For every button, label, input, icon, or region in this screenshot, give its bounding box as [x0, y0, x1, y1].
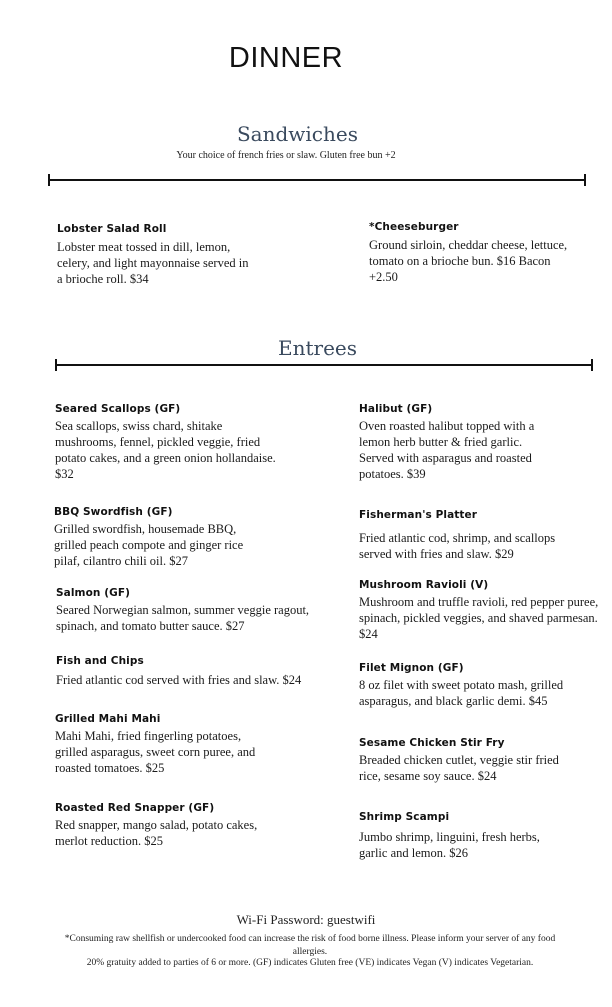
menu-item-seared-scallops: [55, 402, 280, 482]
item-name: Roasted Red Snapper (GF): [55, 802, 215, 814]
menu-item-grilled-mahi-mahi: [55, 712, 260, 776]
gratuity-note: 20% gratuity added to parties of 6 or more. (GF) indicates Gluten free (VE) indicates Vegan (V) indicates Vegetarian.: [86, 958, 534, 968]
item-description: Lobster meat tossed in dill, lemon, celery, and light mayonnaise served in a brioche roll. $34: [57, 240, 249, 286]
item-name: BBQ Swordfish (GF): [54, 506, 173, 518]
item-name: Mushroom Ravioli (V): [359, 579, 489, 591]
item-description: Mahi Mahi, fried fingerling potatoes, grilled asparagus, sweet corn puree, and roasted tomatoes. $25: [55, 729, 256, 775]
allergy-disclaimer: *Consuming raw shellfish or undercooked food can increase the risk of food borne illness. Please inform your server of any food allergies.: [64, 934, 556, 957]
menu-item-fish-and-chips: [56, 654, 331, 688]
menu-item-roasted-red-snapper: [55, 801, 260, 849]
menu-item-shrimp-scampi: [359, 810, 544, 861]
entrees-heading: Entrees: [277, 336, 357, 360]
menu-item-cheeseburger: [369, 220, 579, 285]
item-name: Lobster Salad Roll: [57, 223, 167, 235]
item-description: Jumbo shrimp, linguini, fresh herbs, garlic and lemon. $26: [359, 830, 540, 860]
item-description: Sea scallops, swiss chard, shitake mushrooms, fennel, pickled veggie, fried potato cakes, and a green onion hollandaise. $32: [55, 419, 276, 481]
item-name: Fisherman's Platter: [359, 509, 478, 521]
item-name: Grilled Mahi Mahi: [55, 713, 161, 725]
item-description: Oven roasted halibut topped with a lemon herb butter & fried garlic. Served with asparagus and roasted potatoes. $39: [359, 419, 535, 481]
sandwiches-note: Your choice of french fries or slaw. Gluten free bun +2: [176, 150, 396, 161]
wifi-password: Wi-Fi Password: guestwifi: [236, 912, 376, 927]
item-description: 8 oz filet with sweet potato mash, grilled asparagus, and black garlic demi. $45: [359, 678, 564, 708]
menu-item-mushroom-ravioli: [359, 578, 599, 642]
item-name: Seared Scallops (GF): [55, 403, 181, 415]
item-description: Breaded chicken cutlet, veggie stir fried rice, sesame soy sauce. $24: [359, 753, 559, 783]
sandwiches-heading: Sandwiches: [236, 122, 358, 146]
item-description: Ground sirloin, cheddar cheese, lettuce, tomato on a brioche bun. $16 Bacon +2.50: [369, 238, 568, 284]
item-description: Seared Norwegian salmon, summer veggie ragout, spinach, and tomato butter sauce. $27: [56, 603, 310, 633]
item-description: Fried atlantic cod served with fries and slaw. $24: [56, 673, 302, 687]
item-description: Red snapper, mango salad, potato cakes, merlot reduction. $25: [55, 818, 258, 848]
item-name: Fish and Chips: [56, 655, 144, 667]
item-description: Mushroom and truffle ravioli, red pepper puree, spinach, pickled veggies, and shaved parmesan. $24: [359, 595, 599, 641]
menu-item-fishermans-platter: [359, 508, 584, 562]
item-description: Grilled swordfish, housemade BBQ, grilled peach compote and ginger rice pilaf, cilantro chili oil. $27: [54, 522, 244, 568]
item-description: Fried atlantic cod, shrimp, and scallops served with fries and slaw. $29: [359, 531, 556, 561]
item-name: Shrimp Scampi: [359, 811, 450, 823]
item-name: Sesame Chicken Stir Fry: [359, 737, 505, 749]
sandwiches-divider: [48, 179, 586, 181]
item-name: Halibut (GF): [359, 403, 433, 415]
item-name: *Cheeseburger: [369, 221, 459, 233]
entrees-divider: [55, 364, 593, 366]
menu-item-halibut: [359, 402, 559, 482]
menu-item-bbq-swordfish: [54, 505, 264, 569]
page-title: DINNER: [228, 42, 344, 74]
item-name: Salmon (GF): [56, 587, 131, 599]
item-name: Filet Mignon (GF): [359, 662, 464, 674]
menu-item-sesame-chicken-stir-fry: [359, 736, 559, 784]
menu-item-lobster-salad-roll: [57, 222, 257, 287]
menu-item-salmon: [56, 586, 314, 634]
menu-item-filet-mignon: [359, 661, 594, 709]
